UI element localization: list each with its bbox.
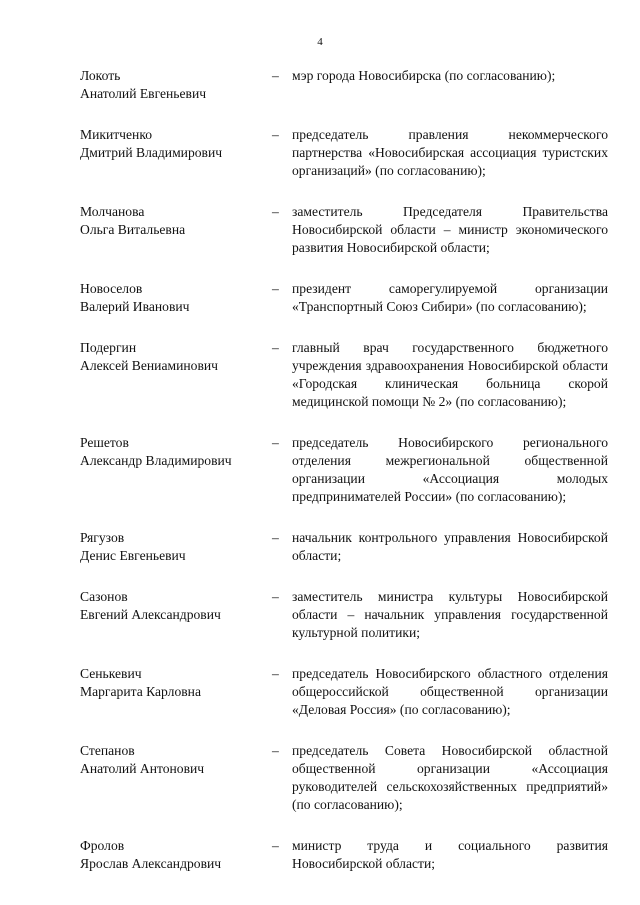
member-entry [80,280,608,316]
member-name [80,67,272,103]
member-name [80,588,272,642]
member-name [80,434,272,506]
member-position: председатель правления некоммерческого партнерства «Новосибирская ассоциация туристских организаций» (по согласованию); [292,127,608,178]
member-given-names: Ольга Витальевна [80,222,186,237]
dash-separator: – [272,68,279,83]
member-position: заместитель министра культуры Новосибирской области – начальник управления государственной культурной политики; [292,589,608,640]
member-given-names: Валерий Иванович [80,299,190,314]
member-surname: Молчанова [80,204,145,219]
member-list [80,67,608,873]
member-entry [80,434,608,506]
member-entry [80,529,608,565]
dash-separator: – [272,530,279,545]
member-surname: Фролов [80,838,125,853]
member-entry [80,67,608,103]
dash-separator: – [272,204,279,219]
member-given-names: Анатолий Антонович [80,761,205,776]
member-given-names: Денис Евгеньевич [80,548,186,563]
dash-separator: – [272,743,279,758]
member-given-names: Евгений Александрович [80,607,221,622]
member-surname: Локоть [80,68,121,83]
member-surname: Степанов [80,743,135,758]
member-name [80,339,272,411]
member-name [80,529,272,565]
member-entry [80,126,608,180]
page-number: 4 [317,36,323,48]
member-position: председатель Совета Новосибирской областной общественной организации «Ассоциация руководителей сельскохозяйственных предприятий» (по согласованию); [292,743,608,812]
member-entry [80,203,608,257]
member-entry [80,665,608,719]
member-position: президент саморегулируемой организации «Транспортный Союз Сибири» (по согласованию); [292,281,608,314]
member-given-names: Дмитрий Владимирович [80,145,223,160]
member-position: председатель Новосибирского областного отделения общероссийской общественной организации «Деловая Россия» (по согласованию); [292,666,608,717]
member-surname: Рягузов [80,530,125,545]
member-position: начальник контрольного управления Новосибирской области; [292,530,608,563]
member-position: мэр города Новосибирска (по согласованию); [292,68,556,83]
member-name [80,742,272,814]
member-name [80,203,272,257]
dash-separator: – [272,435,279,450]
member-surname: Решетов [80,435,129,450]
member-given-names: Ярослав Александрович [80,856,222,871]
dash-separator: – [272,589,279,604]
member-name [80,837,272,873]
member-given-names: Маргарита Карловна [80,684,201,699]
dash-separator: – [272,127,279,142]
member-surname: Новоселов [80,281,143,296]
dash-separator: – [272,281,279,296]
member-position: председатель Новосибирского регионального отделения межрегиональной общественной организации «Ассоциация молодых предпринимателей России» (по согласованию); [292,435,608,504]
member-given-names: Алексей Вениаминович [80,358,218,373]
dash-separator: – [272,340,279,355]
dash-separator: – [272,666,279,681]
member-entry [80,742,608,814]
member-given-names: Александр Владимирович [80,453,232,468]
member-entry [80,588,608,642]
member-name [80,665,272,719]
member-entry [80,837,608,873]
member-surname: Сазонов [80,589,128,604]
member-surname: Подергин [80,340,137,355]
member-position: заместитель Председателя Правительства Новосибирской области – министр экономического развития Новосибирской области; [292,204,608,255]
dash-separator: – [272,838,279,853]
member-position: министр труда и социального развития Новосибирской области; [292,838,608,871]
member-name [80,126,272,180]
member-entry [80,339,608,411]
member-position: главный врач государственного бюджетного учреждения здравоохранения Новосибирской области «Городская клиническая больница скорой медицинской помощи № 2» (по согласованию); [292,340,608,409]
member-surname: Сенькевич [80,666,142,681]
member-given-names: Анатолий Евгеньевич [80,86,207,101]
member-surname: Микитченко [80,127,153,142]
member-name [80,280,272,316]
